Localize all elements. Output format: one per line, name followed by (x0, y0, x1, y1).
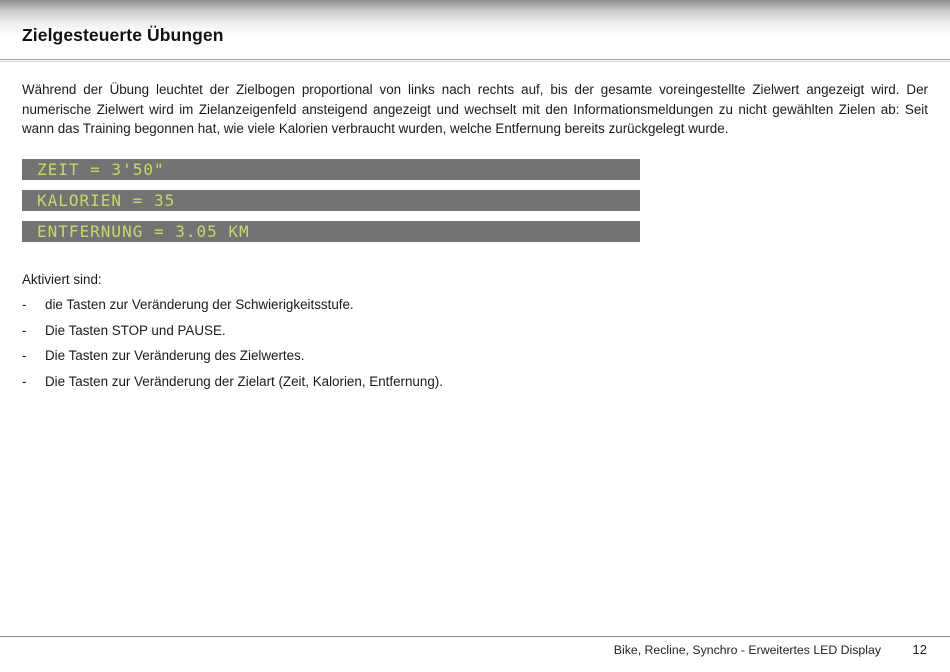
footer-divider (0, 636, 950, 637)
header-divider (0, 61, 950, 62)
lcd-line-time: ZEIT = 3'50" (22, 159, 640, 180)
list-item-text: die Tasten zur Veränderung der Schwierigkeitsstufe. (45, 297, 354, 312)
list-bullet: - (22, 373, 27, 389)
list-item-text: Die Tasten zur Veränderung der Zielart (Zeit, Kalorien, Entfernung). (45, 373, 443, 389)
list-item-text: Die Tasten zur Veränderung des Zielwertes. (45, 348, 305, 363)
footer-title: Bike, Recline, Synchro - Erweitertes LED Display (613, 643, 881, 657)
page-title: Zielgesteuerte Übungen (22, 25, 224, 45)
activated-label: Aktiviert sind: (22, 272, 102, 287)
list-bullet: - (22, 322, 27, 338)
list-bullet: - (22, 297, 27, 312)
intro-paragraph: Während der Übung leuchtet der Zielbogen proportional von links nach rechts auf, bis der gesamte voreingestellte Zielwert angezeigt wird. Der numerische Zielwert wird im Zielanzeigenfeld ansteigend angezeigt und wechselt mit den Informationsmeldungen zu nicht gewählten Zielen ab: Seit wann das Training begonnen hat, wie viele Kalorien verbraucht wurden, welche Entfernung bereits zurückgelegt wurde. (22, 82, 928, 136)
list-item-text: Die Tasten STOP und PAUSE. (45, 322, 226, 338)
page-number: 12 (912, 642, 927, 657)
lcd-line-calories: KALORIEN = 35 (22, 190, 640, 211)
lcd-line-distance: ENTFERNUNG = 3.05 KM (22, 221, 640, 242)
list-bullet: - (22, 348, 27, 363)
